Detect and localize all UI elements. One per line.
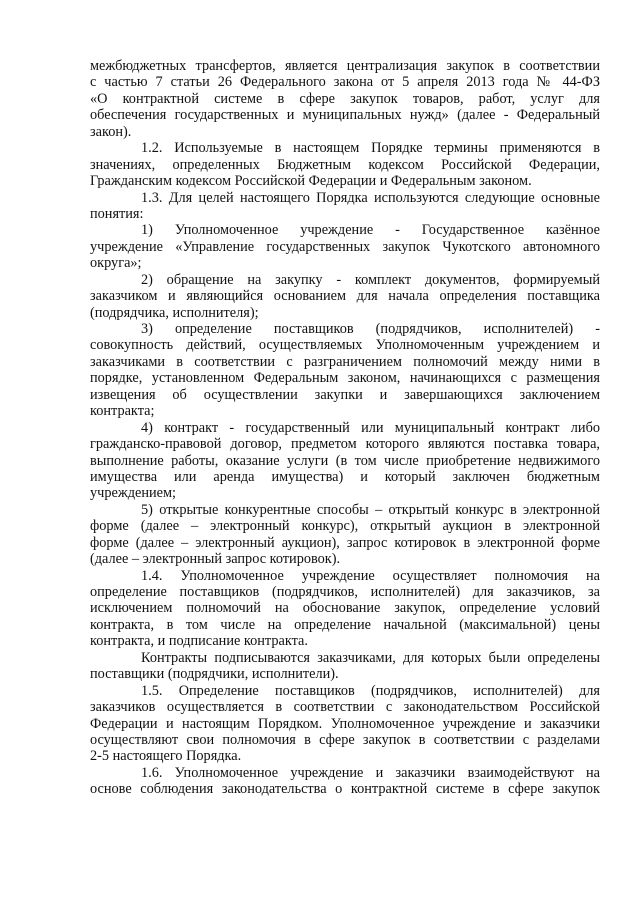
document-text-line: извещения об осуществлении закупки и завершающихся заключением — [90, 386, 600, 403]
document-text-line: контракта, в том числе на определение начальной (максимальной) цены — [90, 616, 600, 633]
document-text-line: порядке, установленном Федеральным законом, начинающихся с размещения — [90, 370, 600, 387]
document-text-line: поставщики (подрядчики, исполнители). — [90, 666, 339, 683]
document-text-line: 2) обращение на закупку - комплект документов, формируемый — [141, 271, 600, 288]
document-text-line: понятия: — [90, 205, 144, 222]
document-text-line: заказчиками в соответствии с разграничением полномочий между ними в — [90, 353, 600, 370]
document-text-line: (подрядчика, исполнителя); — [90, 304, 259, 321]
document-text-line: с частью 7 статьи 26 Федерального закона от 5 апреля 2013 года № 44-ФЗ — [90, 74, 600, 91]
document-text-line: заказчиком и являющийся основанием для начала определения поставщика — [90, 288, 600, 305]
document-text-line: основе соблюдения законодательства о контрактной системе в сфере закупок — [90, 781, 600, 798]
document-text-line: (далее – электронный запрос котировок). — [90, 551, 341, 568]
document-text-line: 1.4. Уполномоченное учреждение осуществляет полномочия на — [141, 567, 600, 584]
document-text-line: учреждение «Управление государственных закупок Чукотского автономного — [90, 238, 600, 255]
document-text-line: форме (далее – электронный конкурс), открытый аукцион в электронной — [90, 518, 600, 535]
document-text-line: 4) контракт - государственный или муниципальный контракт либо — [141, 419, 600, 436]
document-text-line: межбюджетных трансфертов, является централизация закупок в соответствии — [90, 58, 600, 74]
document-text-line: исключением полномочий на обоснование закупок, определение условий — [90, 600, 600, 617]
document-text-line: «О контрактной системе в сфере закупок товаров, работ, услуг для — [90, 90, 600, 107]
document-text-line: учреждением; — [90, 485, 176, 502]
document-text-line: Контракты подписываются заказчиками, для которых были определены — [141, 649, 600, 666]
document-text-line: 1.3. Для целей настоящего Порядка используются следующие основные — [141, 189, 600, 206]
document-text-line: контракта; — [90, 403, 155, 420]
document-text-line: 3) определение поставщиков (подрядчиков, исполнителей) - — [141, 321, 600, 337]
document-text-line: Гражданским кодексом Российской Федерации и Федеральным законом. — [90, 173, 532, 190]
document-text-line: определение поставщиков (подрядчиков, исполнителей) для заказчиков, за — [90, 584, 600, 600]
document-text-line: 1.6. Уполномоченное учреждение и заказчики взаимодействуют на — [141, 764, 600, 781]
document-text-line: заказчиков осуществляется в соответствии с законодательством Российской — [90, 699, 600, 716]
document-text-line: 5) открытые конкурентные способы – открытый конкурс в электронной — [141, 501, 600, 518]
document-text-line: закон). — [90, 123, 132, 140]
document-body — [90, 58, 600, 798]
document-text-line: обеспечения государственных и муниципальных нужд» (далее - Федеральный — [90, 107, 600, 124]
document-text-line: гражданско-правовой договор, предметом которого являются поставка товара, — [90, 436, 600, 453]
document-text-line: 2-5 настоящего Порядка. — [90, 748, 242, 765]
document-text-line: выполнение работы, оказание услуги (в том числе приобретение недвижимого — [90, 452, 600, 469]
document-text-line: контракта, и подписание контракта. — [90, 633, 308, 650]
document-text-line: форме (далее – электронный аукцион), запрос котировок в электронной форме — [90, 534, 600, 551]
document-text-line: 1) Уполномоченное учреждение - Государственное казённое — [141, 222, 600, 239]
document-text-line: 1.5. Определение поставщиков (подрядчиков, исполнителей) для — [141, 682, 600, 699]
document-text-line: совокупность действий, осуществляемых Уполномоченным учреждением и — [90, 337, 600, 354]
document-text-line: 1.2. Используемые в настоящем Порядке термины применяются в — [141, 140, 600, 157]
document-text-line: Федерации и настоящим Порядком. Уполномоченное учреждение и заказчики — [90, 715, 600, 732]
document-text-line: значениях, определенных Бюджетным кодексом Российской Федерации, — [90, 156, 600, 173]
document-text-line: осуществляют свои полномочия в сфере закупок в соответствии с разделами — [90, 731, 600, 748]
document-text-line: округа»; — [90, 255, 142, 272]
document-text-line: имущества или аренда имущества) и который заключен бюджетным — [90, 468, 600, 485]
